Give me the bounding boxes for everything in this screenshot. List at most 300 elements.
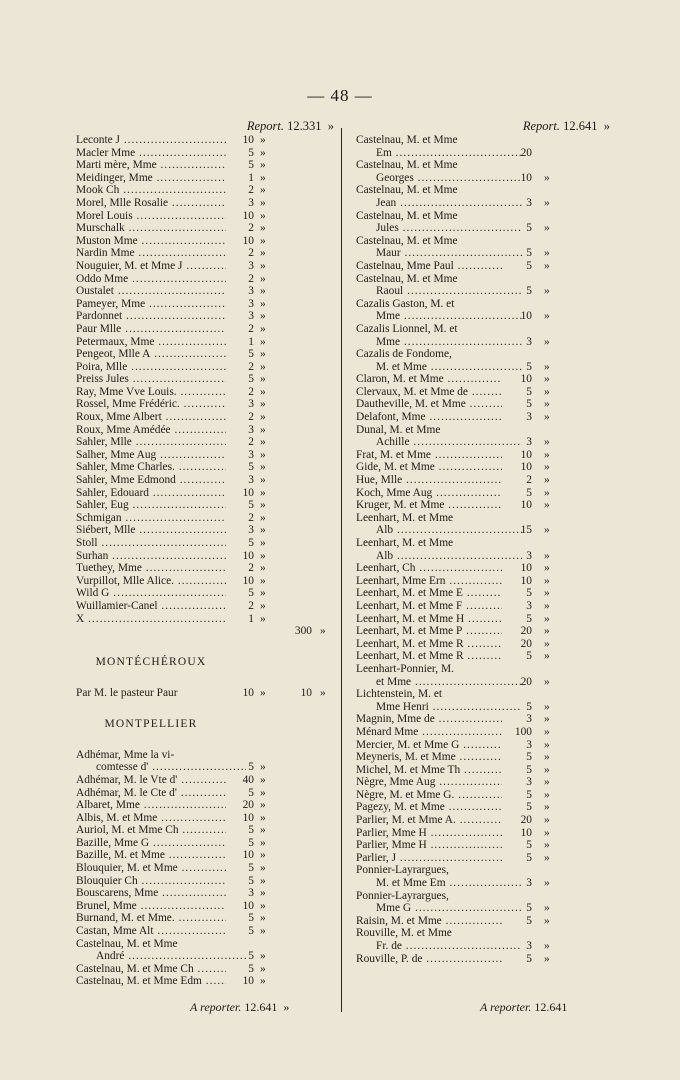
list-item — [356, 638, 610, 651]
entry-unit: » — [260, 499, 266, 512]
list-item — [356, 587, 610, 600]
list-item — [356, 235, 610, 248]
list-item — [356, 411, 610, 424]
entry-amount: 5 — [248, 925, 254, 938]
entry-amount: 3 — [248, 423, 254, 436]
list-item — [356, 285, 610, 298]
list-item — [356, 839, 610, 852]
list-item — [76, 837, 334, 850]
entry-unit: » — [260, 811, 266, 824]
entry-amount: 3 — [526, 196, 532, 209]
entry-unit: » — [544, 222, 550, 235]
entry-amount: 10 — [242, 209, 254, 222]
entry-amount: 2 — [248, 322, 254, 335]
montecheroux-total: 10 — [300, 686, 312, 699]
entry-name: Pagezy, M. et Mme ..... — [356, 801, 502, 814]
list-item — [76, 600, 334, 613]
entry-name: Castelnau, M. et Mme — [76, 937, 178, 950]
entry-amount: 2 — [248, 272, 254, 285]
entry-unit: » — [544, 599, 550, 612]
entry-amount: 10 — [242, 234, 254, 247]
list-item — [76, 348, 334, 361]
entry-name: Kruger, M. et Mme ..... — [356, 499, 502, 512]
entry-name: Cazalis de Fondome, — [356, 348, 452, 361]
entry-name: M. et Mme Em ..... — [356, 877, 522, 890]
entry-amount: 10 — [520, 574, 532, 587]
list-item — [76, 575, 334, 588]
entry-unit: » — [260, 222, 266, 235]
entry-name: Marti mère, Mme ..... — [76, 159, 226, 172]
list-item — [356, 386, 610, 399]
entry-unit: » — [260, 234, 266, 247]
list-item — [356, 940, 610, 953]
entry-unit: » — [260, 773, 266, 786]
entry-name: Adhémar, M. le Cte d' ..... — [76, 787, 226, 800]
entry-amount: 3 — [526, 877, 532, 890]
entry-name: Surhan ..... — [76, 550, 226, 563]
list-item — [76, 912, 334, 925]
entry-name: Wuillamier-Canel ..... — [76, 600, 226, 613]
entry-unit: » — [544, 902, 550, 915]
report-unit: » — [603, 119, 610, 133]
entry-unit: » — [544, 877, 550, 890]
entry-unit: » — [260, 159, 266, 172]
entry-name: Pengeot, Mlle A ..... — [76, 348, 226, 361]
entry-name: Blouquier, M. et Mme ..... — [76, 862, 226, 875]
list-item — [76, 373, 334, 386]
list-item — [356, 625, 610, 638]
entry-name: Frat, M. et Mme ..... — [356, 449, 502, 462]
entry-unit: » — [260, 562, 266, 575]
entry-amount: 5 — [248, 159, 254, 172]
entry-name: Albis, M. et Mme ..... — [76, 812, 226, 825]
entry-amount: 10 — [520, 826, 532, 839]
entry-amount: 3 — [248, 310, 254, 323]
entry-unit: » — [260, 398, 266, 411]
entry-amount: 5 — [526, 851, 532, 864]
left-column — [76, 118, 334, 988]
entry-amount: 5 — [526, 700, 532, 713]
list-item — [356, 512, 610, 525]
list-item — [356, 273, 610, 286]
footer-label: A reporter. — [480, 1000, 532, 1014]
entry-name: Pardonnet ..... — [76, 310, 226, 323]
entry-unit: » — [260, 925, 266, 938]
entry-amount: 10 — [242, 899, 254, 912]
entry-name: Alb ..... — [356, 524, 522, 537]
entry-amount: 5 — [526, 385, 532, 398]
entry-unit: » — [260, 874, 266, 887]
entry-unit: » — [260, 686, 266, 699]
entry-name: Leenhart, M. et Mme — [356, 537, 454, 549]
entry-unit: » — [544, 738, 550, 751]
entry-amount: 5 — [248, 146, 254, 159]
entry-unit: » — [544, 398, 550, 411]
entry-unit: » — [544, 436, 550, 449]
entry-amount: 1 — [248, 612, 254, 625]
list-item — [356, 776, 610, 789]
list-item — [356, 890, 610, 903]
entry-amount: 10 — [520, 562, 532, 575]
entry-unit: » — [544, 259, 550, 272]
entry-unit: » — [260, 474, 266, 487]
list-item — [356, 877, 610, 890]
montpellier-entries-list — [76, 749, 334, 988]
entry-amount: 5 — [526, 650, 532, 663]
list-item — [356, 713, 610, 726]
list-item — [76, 524, 334, 537]
entry-unit: » — [544, 310, 550, 323]
entry-name: Bouscarens, Mme ..... — [76, 887, 226, 900]
list-item — [356, 348, 610, 361]
entry-amount: 2 — [248, 411, 254, 424]
list-item — [356, 537, 610, 550]
entry-name: Preiss Jules ..... — [76, 373, 226, 386]
entry-amount: 3 — [526, 738, 532, 751]
montecheroux-total-unit: » — [320, 686, 326, 699]
list-item — [76, 849, 334, 862]
list-item — [356, 197, 610, 210]
entry-name: Koch, Mme Aug ..... — [356, 487, 502, 500]
entry-name: Cazalis Lionnel, M. et — [356, 322, 458, 335]
entry-amount: 5 — [526, 259, 532, 272]
left-footer — [190, 1000, 289, 1015]
entry-unit: » — [544, 826, 550, 839]
list-item — [356, 575, 610, 588]
entry-amount: 5 — [248, 587, 254, 600]
right-footer — [480, 1000, 567, 1015]
entry-amount: 5 — [526, 839, 532, 852]
list-item — [356, 398, 610, 411]
entry-unit: » — [544, 725, 550, 738]
entry-name: Wild G ..... — [76, 587, 226, 600]
list-item — [356, 336, 610, 349]
entry-amount: 2 — [248, 360, 254, 373]
entry-unit: » — [260, 297, 266, 310]
entry-unit: » — [260, 146, 266, 159]
entry-unit: » — [260, 950, 266, 963]
entry-name: Burnand, M. et Mme. ..... — [76, 912, 226, 925]
list-item — [356, 134, 610, 147]
list-item — [356, 562, 610, 575]
entry-name: Nardin Mme ..... — [76, 247, 226, 260]
entry-unit: » — [544, 952, 550, 965]
entry-amount: 5 — [526, 788, 532, 801]
entry-amount: 15 — [520, 524, 532, 537]
list-item — [356, 222, 610, 235]
entry-unit: » — [260, 310, 266, 323]
entry-unit: » — [260, 247, 266, 260]
entry-name: Leenhart, M. et Mme F ..... — [356, 600, 502, 613]
entry-name: Roux, Mme Albert ..... — [76, 411, 226, 424]
entry-unit: » — [544, 914, 550, 927]
entry-amount: 1 — [248, 335, 254, 348]
list-item — [76, 449, 334, 462]
entry-name: Castelnau, M. et Mme Ch ..... — [76, 963, 226, 976]
entry-name: Parlier, J ..... — [356, 852, 502, 865]
entry-unit: » — [544, 587, 550, 600]
entry-name: Michel, M. et Mme Th ..... — [356, 764, 502, 777]
list-item — [76, 474, 334, 487]
entry-name: Pameyer, Mme ..... — [76, 298, 226, 311]
entry-amount: 10 — [242, 486, 254, 499]
section-total-unit: » — [320, 625, 326, 638]
list-item — [356, 600, 610, 613]
entry-name: Jules ..... — [356, 222, 522, 235]
entry-name: Mook Ch ..... — [76, 184, 226, 197]
list-item — [356, 827, 610, 840]
entry-amount: 5 — [526, 612, 532, 625]
entry-unit: » — [260, 448, 266, 461]
entry-name: Delafont, Mme ..... — [356, 411, 502, 424]
entry-unit: » — [260, 171, 266, 184]
list-item — [76, 310, 334, 323]
list-item — [76, 172, 334, 185]
entry-unit: » — [544, 814, 550, 827]
entry-unit: » — [544, 196, 550, 209]
list-item — [356, 436, 610, 449]
entry-unit: » — [260, 599, 266, 612]
entry-name: Nègre, M. et Mme G. ..... — [356, 789, 502, 802]
entry-amount: 10 — [520, 373, 532, 386]
list-item — [76, 875, 334, 888]
list-item — [356, 499, 610, 512]
entry-amount: 40 — [242, 773, 254, 786]
entry-amount: 5 — [248, 836, 254, 849]
entry-amount: 2 — [248, 562, 254, 575]
list-item — [76, 537, 334, 550]
entry-unit: » — [260, 612, 266, 625]
entry-unit: » — [260, 385, 266, 398]
entry-unit: » — [260, 824, 266, 837]
entry-name: Fr. de ..... — [356, 940, 522, 953]
entry-name: Lichtenstein, M. et — [356, 688, 443, 701]
entry-name: Salher, Mme Aug ..... — [76, 449, 226, 462]
entry-unit: » — [544, 574, 550, 587]
entry-amount: 2 — [248, 385, 254, 398]
entry-amount: 20 — [520, 146, 532, 159]
entry-amount: 5 — [248, 499, 254, 512]
entry-name: Bazille, Mme G ..... — [76, 837, 226, 850]
list-item — [356, 613, 610, 626]
entry-name: Leconte J ..... — [76, 134, 226, 147]
section-title-montpellier: MONTPELLIER — [104, 718, 198, 731]
entry-name: M. et Mme ..... — [356, 361, 522, 374]
column-divider — [341, 128, 342, 1012]
list-item — [76, 938, 334, 951]
entry-name: Dunal, M. et Mme — [356, 423, 441, 436]
entry-amount: 5 — [526, 486, 532, 499]
entry-amount: 10 — [242, 549, 254, 562]
entry-unit: » — [544, 171, 550, 184]
entry-name: Albaret, Mme ..... — [76, 799, 226, 812]
section-total-row — [76, 625, 334, 638]
entry-amount: 3 — [248, 474, 254, 487]
list-item — [76, 323, 334, 336]
entry-unit: » — [544, 700, 550, 713]
entry-name: Adhémar, Mme la vi- — [76, 748, 175, 761]
list-item — [356, 927, 610, 940]
entry-amount: 5 — [526, 763, 532, 776]
list-item — [356, 688, 610, 701]
list-item — [76, 550, 334, 563]
section-title-montecheroux: MONTÉCHÉROUX — [95, 656, 207, 669]
list-item — [356, 172, 610, 185]
entry-unit: » — [544, 637, 550, 650]
list-item — [356, 260, 610, 273]
entry-amount: 5 — [526, 801, 532, 814]
list-item — [76, 749, 334, 762]
entry-amount: 20 — [520, 675, 532, 688]
list-item — [76, 487, 334, 500]
entry-name: Em ..... — [356, 147, 522, 160]
list-item — [356, 361, 610, 374]
entry-amount: 20 — [242, 799, 254, 812]
entry-name: Castan, Mme Alt ..... — [76, 925, 226, 938]
entry-unit: » — [544, 839, 550, 852]
entry-unit: » — [544, 788, 550, 801]
entry-amount: 2 — [248, 222, 254, 235]
entry-amount: 3 — [248, 259, 254, 272]
list-item — [356, 247, 610, 260]
entry-name: Sahler, Mme Charles. ..... — [76, 461, 226, 474]
entry-name: Castelnau, M. et Mme — [356, 272, 458, 285]
entry-name: Achille ..... — [356, 436, 522, 449]
list-item — [76, 436, 334, 449]
list-item — [356, 550, 610, 563]
entry-amount: 2 — [526, 474, 532, 487]
entry-unit: » — [260, 360, 266, 373]
entry-amount: 100 — [514, 725, 532, 738]
entry-amount: 3 — [526, 411, 532, 424]
entry-unit: » — [544, 335, 550, 348]
list-item — [356, 814, 610, 827]
list-item — [76, 499, 334, 512]
right-entries-list — [356, 134, 610, 965]
entry-unit: » — [544, 524, 550, 537]
list-item — [356, 852, 610, 865]
entry-unit: » — [260, 887, 266, 900]
list-item — [76, 613, 334, 626]
entry-name: Rouville, M. et Mme — [356, 927, 452, 940]
entry-amount: 5 — [526, 247, 532, 260]
entry-name: Mme ..... — [356, 310, 522, 323]
entry-amount: 10 — [520, 310, 532, 323]
entry-amount: 3 — [248, 524, 254, 537]
entry-amount: 3 — [526, 599, 532, 612]
entry-name: Hue, Mlle ..... — [356, 474, 502, 487]
entry-amount: 5 — [248, 537, 254, 549]
entry-unit: » — [260, 184, 266, 197]
entry-name: Mme G ..... — [356, 902, 522, 915]
entry-amount: 5 — [526, 902, 532, 915]
entry-amount: 3 — [248, 448, 254, 461]
list-item — [356, 902, 610, 915]
entry-unit: » — [260, 587, 266, 600]
list-item — [356, 953, 610, 966]
entry-name: Castelnau, M. et Mme — [356, 209, 458, 222]
entry-name: Nègre, Mme Aug ..... — [356, 776, 502, 789]
entry-name: Nouguier, M. et Mme J ..... — [76, 260, 226, 273]
right-column — [356, 118, 610, 965]
entry-unit: » — [260, 272, 266, 285]
entry-unit: » — [260, 373, 266, 386]
list-item — [356, 915, 610, 928]
entry-amount: 3 — [526, 335, 532, 348]
entry-unit: » — [544, 360, 550, 373]
entry-unit: » — [544, 448, 550, 461]
entry-unit: » — [544, 940, 550, 952]
entry-unit: » — [260, 411, 266, 424]
list-item — [76, 197, 334, 210]
entry-name: Morel, Mlle Rosalie ..... — [76, 197, 226, 210]
entry-amount: 3 — [526, 776, 532, 789]
entry-name: Castelnau, M. et Mme — [356, 234, 458, 247]
list-item — [356, 487, 610, 500]
footer-label: A reporter. — [190, 1000, 242, 1014]
entry-amount: 5 — [526, 222, 532, 235]
entry-name: Murschalk ..... — [76, 222, 226, 235]
entry-name: Ponnier-Layrargues, — [356, 889, 449, 902]
list-item — [76, 512, 334, 525]
entry-name: Meyneris, M. et Mme ..... — [356, 751, 502, 764]
entry-name: Parlier, M. et Mme A. ..... — [356, 814, 502, 827]
entry-amount: 3 — [526, 549, 532, 562]
entry-amount: 5 — [526, 587, 532, 600]
entry-unit: » — [544, 499, 550, 512]
entry-name: Sahler, Edouard ..... — [76, 487, 226, 500]
entry-name: Ray, Mme Vve Louis. ..... — [76, 386, 226, 399]
entry-amount: 5 — [248, 950, 254, 963]
list-item — [76, 963, 334, 976]
list-item — [76, 774, 334, 787]
entry-unit: » — [260, 322, 266, 335]
list-item — [356, 663, 610, 676]
entry-unit: » — [260, 196, 266, 209]
entry-name: Claron, M. et Mme ..... — [356, 373, 502, 386]
entry-name: et Mme ..... — [356, 676, 522, 689]
list-item — [76, 210, 334, 223]
list-item — [356, 650, 610, 663]
entry-name: Tuethey, Mme ..... — [76, 562, 226, 575]
entry-amount: 5 — [526, 360, 532, 373]
list-item — [76, 134, 334, 147]
entry-amount: 10 — [520, 499, 532, 512]
entry-name: Parlier, Mme H ..... — [356, 827, 502, 840]
entry-unit: » — [544, 612, 550, 625]
entry-name: Petermaux, Mme ..... — [76, 336, 226, 349]
entry-name: Schmigan ..... — [76, 512, 226, 525]
entry-name: Leenhart, M. et Mme — [356, 511, 454, 524]
footer-amount: 12.641 — [534, 1000, 568, 1014]
list-item — [76, 147, 334, 160]
list-item — [356, 474, 610, 487]
section-total: 300 — [294, 625, 312, 638]
list-item — [356, 461, 610, 474]
list-item — [76, 424, 334, 437]
entry-amount: 5 — [526, 285, 532, 298]
entry-unit: » — [544, 474, 550, 487]
entry-unit: » — [544, 562, 550, 575]
entry-name: Sahler, Eug ..... — [76, 499, 226, 512]
entry-unit: » — [260, 461, 266, 474]
entry-name: Par M. le pasteur Paur — [76, 686, 178, 699]
entry-name: Muston Mme ..... — [76, 235, 226, 248]
entry-unit: » — [544, 751, 550, 764]
entry-amount: 20 — [520, 814, 532, 827]
entry-amount: 3 — [248, 285, 254, 298]
list-item — [76, 975, 334, 988]
